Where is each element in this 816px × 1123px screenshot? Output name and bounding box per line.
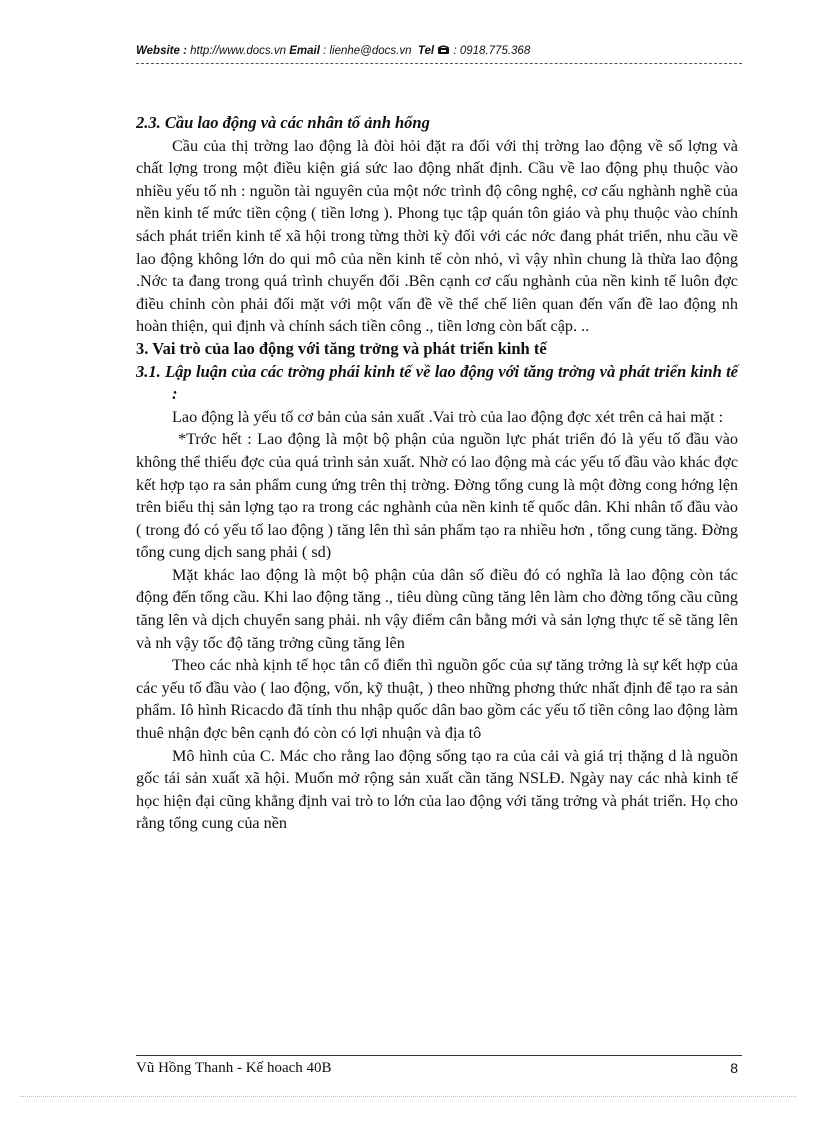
section-3-1-heading: 3.1. Lập luận của các trờng phái kinh tế về lao động với tăng trởng và phát triển kinh tế : <box>136 361 738 404</box>
page-footer <box>136 1060 738 1077</box>
page-edge <box>20 1096 796 1097</box>
email-value[interactable]: : lienhe@docs.vn <box>323 45 412 57</box>
footer-divider <box>136 1055 742 1056</box>
phone-icon <box>437 44 450 55</box>
tel-value: : 0918.775.368 <box>453 45 531 57</box>
section-2-3-heading: 2.3. Cầu lao động và các nhân tố ảnh hổng <box>136 113 430 132</box>
body-paragraph: Theo các nhà kịnh tế học tân cổ điển thì nguồn gốc của sự tăng trởng là sự kết hợp của các yếu tố đầu vào ( lao động, vốn, kỹ thuật, ) theo những phơng thức nhất định để tạo ra sản phẩm. Iô hình Ricacdo đã tính thu nhập quốc dân bao gồm các yếu tố tiền công lao động làm thuê nhận đợc bên cạnh đó còn có lợi nhuận và địa tô <box>136 656 738 743</box>
body-paragraph: *Trớc hết : Lao động là một bộ phận của nguồn lực phát triển đó là yếu tố đầu vào không thể thiếu đợc của quá trình sản xuất. Nhờ có lao động mà các yếu tố đầu vào khác đợc kết hợp tạo ra sản phẩm cung ứng trên thị trờng. Đờng tổng cung là một đờng cong hớng lện trên biểu thị sản lợng tạo ra trong các nghành của nền kinh tế quốc dân. Khi nhân tố đầu vào ( trong đó có yếu tố lao động ) tăng lên thì sản phẩm tạo ra nhiều hơn , tổng cung tăng. Đờng tổng cung dịch sang phải ( sd) <box>136 430 738 562</box>
website-url[interactable]: http://www.docs.vn <box>190 45 286 57</box>
tel-label: Tel <box>417 45 435 57</box>
header-divider <box>136 63 742 64</box>
page-number: 8 <box>730 1060 738 1076</box>
section-3-heading: 3. Vai trò của lao động với tăng trởng và phát triển kinh tế <box>136 338 547 358</box>
body-paragraph: Mô hình của C. Mác cho rằng lao động sống tạo ra của cải và giá trị thặng d là nguồn gốc tái sản xuất xã hội. Muốn mở rộng sản xuất cần tăng NSLĐ. Ngày nay các nhà kinh tế học hiện đại cũng khẳng định vai trò to lớn của lao động với tăng trởng và phát triển. Họ cho rằng tổng cung của nền <box>136 746 738 833</box>
footer-author: Vũ Hồng Thanh - Kế hoach 40B <box>136 1060 332 1076</box>
section-2-3-paragraph: Cầu của thị trờng lao động là đòi hỏi đặt ra đối với thị trờng lao động về số lợng và chất lợng trong một điều kiện giá sức lao động nhất định. Cầu về lao động phụ thuộc vào nhiều yếu tố nh : nguồn tài nguyên của một nớc trình độ công nghệ, cơ cấu nghành nghề của nền kinh tế mức tiền cộng ( tiền lơng ). Phong tục tập quán tôn giáo và phụ thuộc vào chính sách phát triển kinh tế xã hội trong từng thời kỳ đối với các nớc đang phát triển, nhu cầu về lao động không lớn do qui mô của nền kinh tế còn nhỏ, vì vậy nhìn chung là thừa lao động .Nớc ta đang trong quá trình chuyển đổi .Bên cạnh cơ cấu nghành của nền kinh tế luôn đợc điều chỉnh còn phải đối mặt với một vấn đề về thể chế liên quan đến vấn đề lao động nh hoàn thiện, qui định và chính sách tiền công ., tiền lơng còn bất cập. .. <box>136 136 738 336</box>
body-paragraph: Lao động là yếu tố cơ bản của sản xuất .Vai trò của lao động đợc xét trên cả hai mặt : <box>172 407 724 426</box>
website-label: Website : <box>136 45 187 57</box>
email-label: Email <box>289 45 320 57</box>
body-paragraph: Mặt khác lao động là một bộ phận của dân số điều đó có nghĩa là lao động còn tác động đến tổng cầu. Khi lao động tăng ., tiêu dùng cũng tăng lên làm cho đờng tổng cầu cũng tăng lên và dịch chuyển sang phải. nh vậy điểm cân bằng mới và sản lợng thực tế sẽ tăng lên và nh vậy tốc độ tăng trởng cũng tăng lên <box>136 565 738 652</box>
document-body <box>136 112 738 835</box>
page-header <box>136 44 742 57</box>
